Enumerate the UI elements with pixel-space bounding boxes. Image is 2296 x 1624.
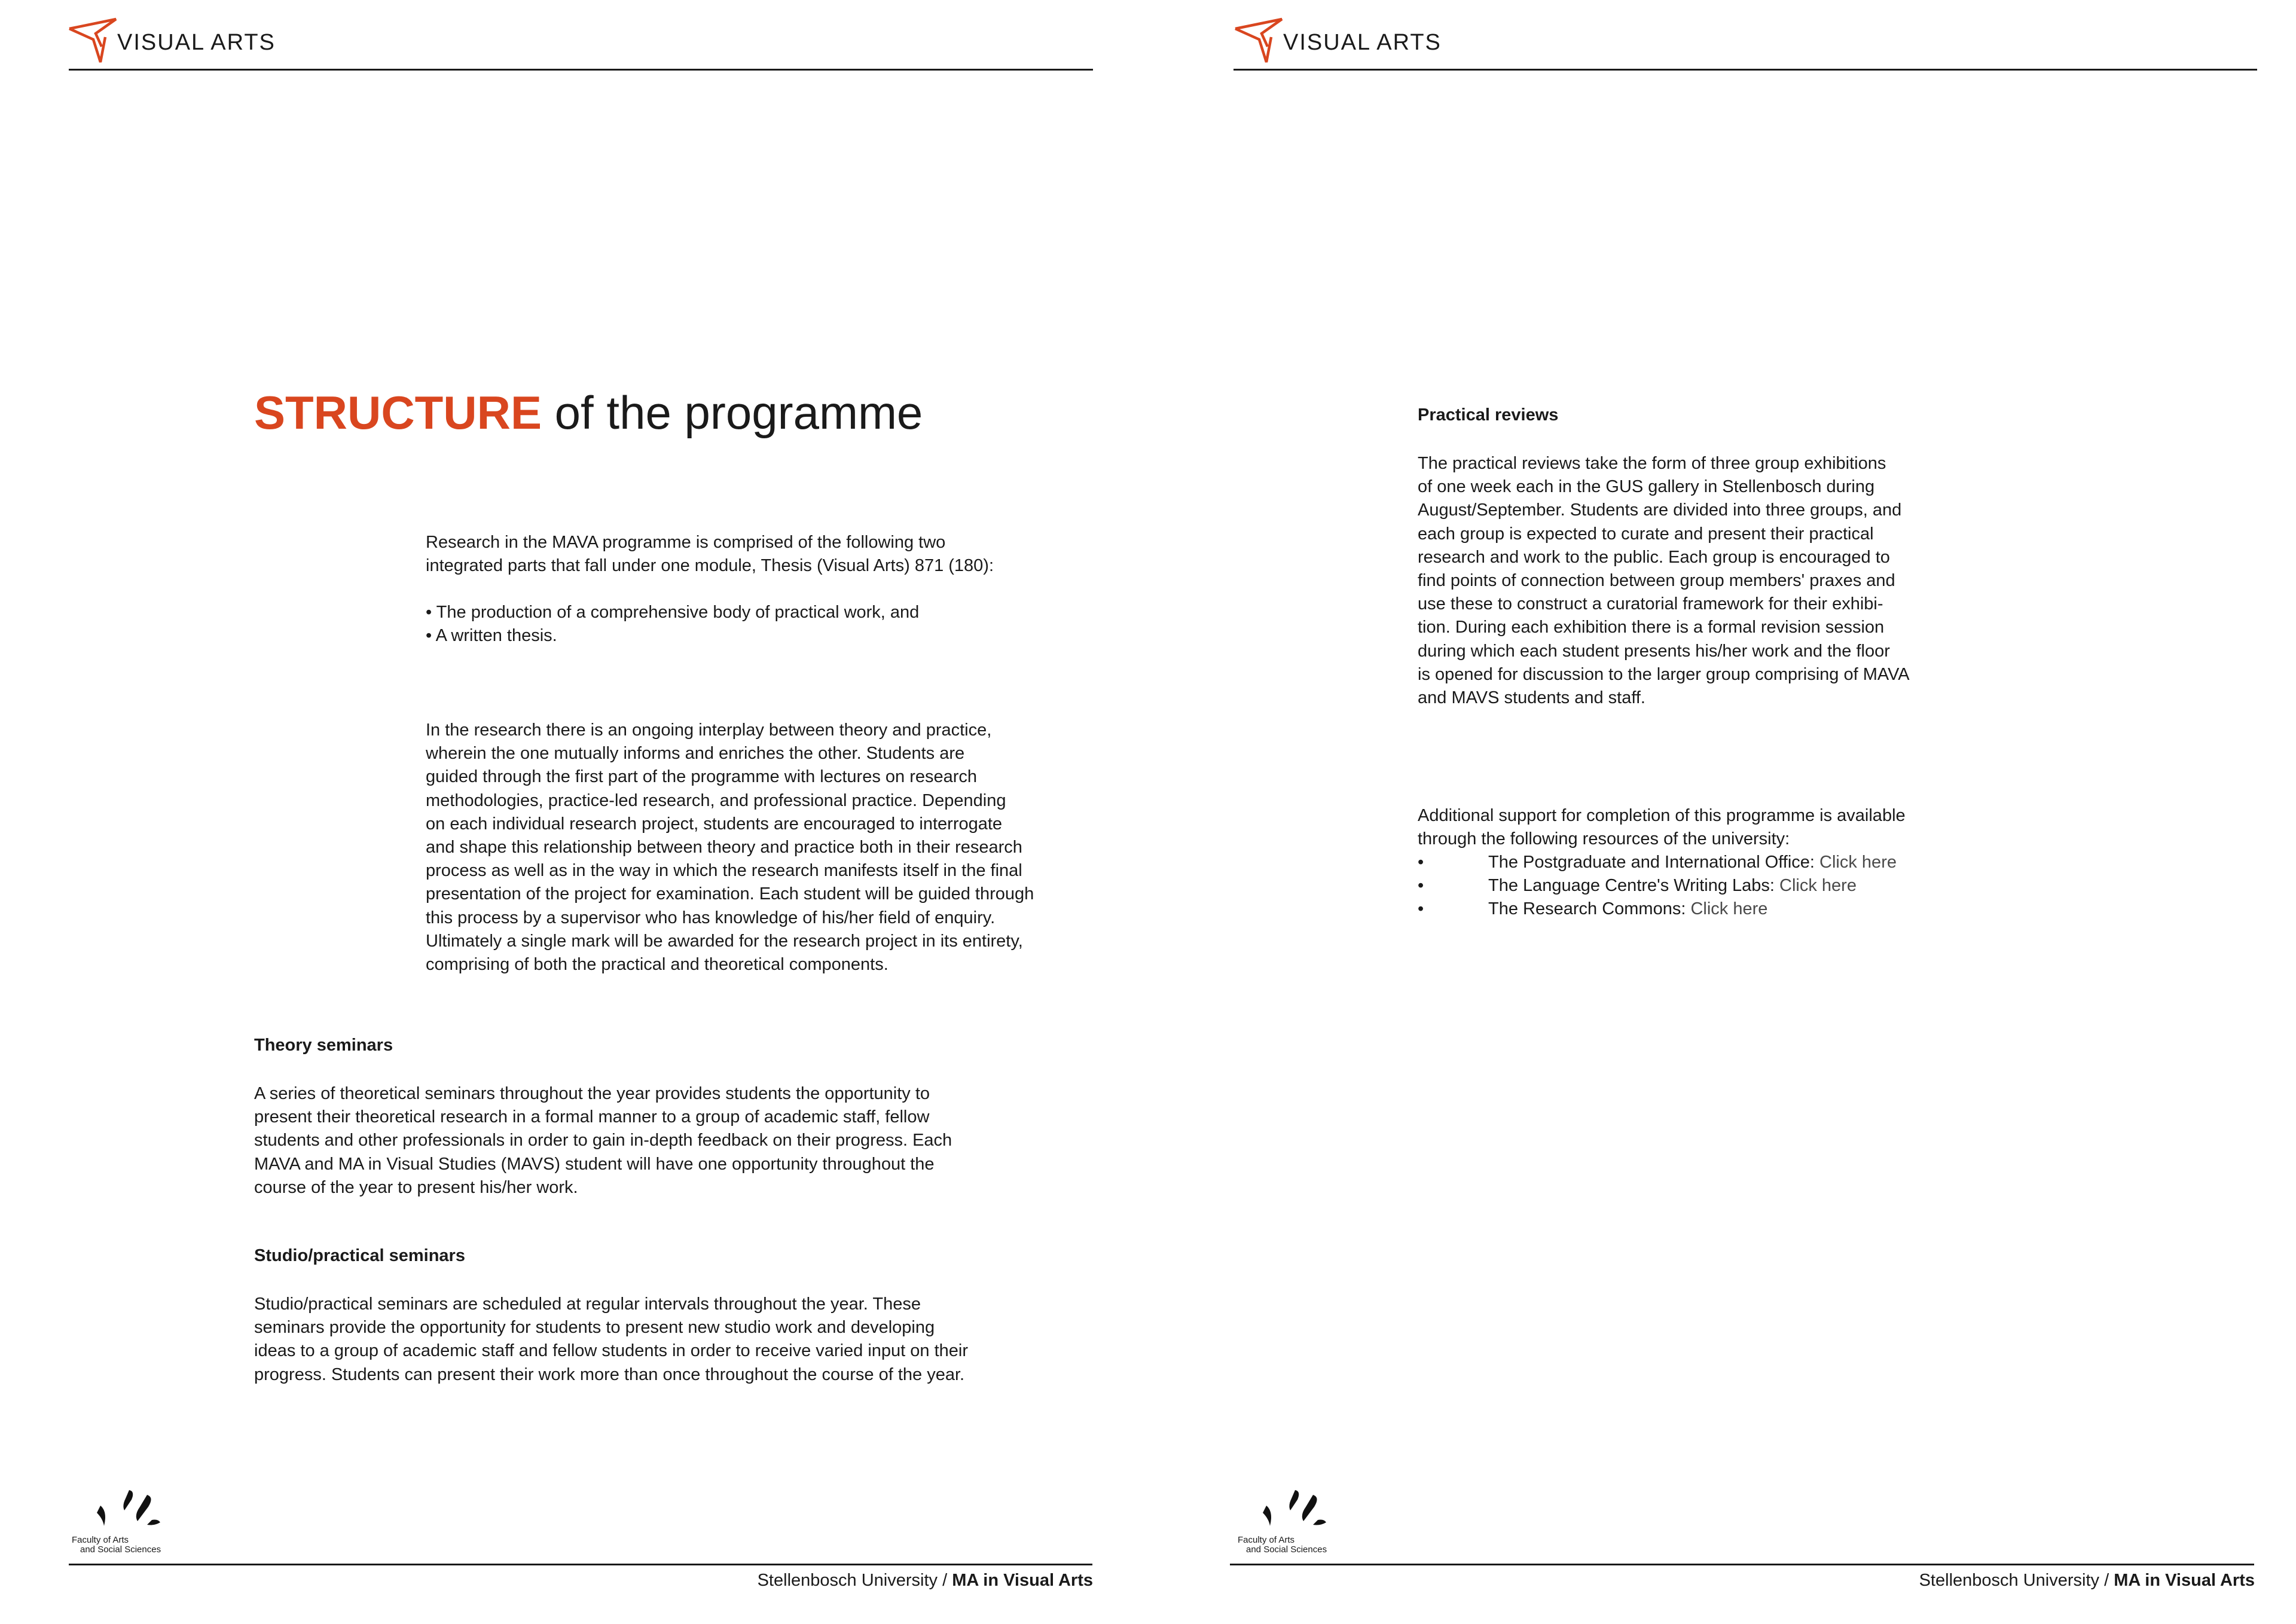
right-page bbox=[1148, 0, 2296, 1624]
practical-reviews-text: The practical reviews take the form of three group exhibitions of one week each in the GUS gallery in Stellenbosch during August/September. Students are divided into three groups, and each group is expected to curate and present their practical research and work to the public. Each group is encouraged to find points of connection between group members' praxes and use these to construct a curatorial framework for their exhibi- tion. During each exhibition there is a formal revision session during which each student presents his/her work and the floor is opened for discussion to the larger group comprising of MAVA and MAVS students and staff. bbox=[1418, 454, 1910, 708]
resource-item-research-commons bbox=[1418, 898, 1897, 921]
footer-text bbox=[1919, 1571, 2255, 1591]
components-list bbox=[426, 601, 919, 648]
visual-arts-logo-icon bbox=[1233, 16, 1287, 65]
interplay-paragraph: In the research there is an ongoing interplay between theory and practice, wherein the one mutually informs and enriches the other. Students are guided through the first part of the programme with lectures on research methodologies, practice-led research, and professional practice. Depending on each individual research project, students are encouraged to interrogate and shape this relationship between theory and practice both in their research process as well as in the way in which the research manifests itself in the final presentation of the project for examination. Each student will be guided through this process by a supervisor who has knowledge of his/her field of enquiry. Ultimately a single mark will be awarded for the research project in its entirety, comprising of both the practical and theoretical components. bbox=[426, 721, 1034, 975]
list-item: • A written thesis. bbox=[426, 626, 557, 646]
faculty-name-line2: and Social Sciences bbox=[80, 1544, 161, 1555]
footer-program: MA in Visual Arts bbox=[952, 1571, 1093, 1590]
theory-seminars-text: A series of theoretical seminars throughout the year provides students the opportunity to present their theoretical research in a formal manner to a group of academic staff, fellow students and other professionals in order to gain in-depth feedback on their progress. Each MAVA and MA in Visual Studies (MAVS) student will have one opportunity throughout the course of the year to present his/her work. bbox=[254, 1084, 952, 1197]
studio-seminars-heading: Studio/practical seminars bbox=[254, 1246, 465, 1265]
header-title: VISUAL ARTS bbox=[1283, 30, 1442, 55]
bullet-icon: • bbox=[1418, 876, 1424, 896]
footer-rule bbox=[1230, 1564, 2254, 1565]
page-title bbox=[254, 386, 923, 440]
bullet-icon: • bbox=[1418, 853, 1424, 872]
theory-seminars-heading: Theory seminars bbox=[254, 1036, 393, 1055]
title-accent: STRUCTURE bbox=[254, 386, 542, 439]
list-item: • The production of a comprehensive body of practical work, and bbox=[426, 603, 920, 622]
research-commons-link[interactable]: Click here bbox=[1686, 899, 1768, 919]
footer-text bbox=[758, 1571, 1093, 1591]
studio-seminars-text: Studio/practical seminars are scheduled at regular intervals throughout the year. These seminars provide the opportunity for students to present new studio work and developing ideas to a group of academic staff and fellow students in order to receive varied input on their progress. Students can present their work more than once throughout the course of the year. bbox=[254, 1295, 968, 1384]
intro-paragraph: Research in the MAVA programme is comprised of the following two integrated parts that fall under one module, Thesis (Visual Arts) 871 (180): bbox=[426, 533, 994, 576]
resource-item-postgraduate-office bbox=[1418, 851, 1897, 874]
footer-university: Stellenbosch University / bbox=[1919, 1571, 2114, 1590]
faculty-name-line1: Faculty of Arts bbox=[72, 1535, 129, 1545]
title-rest: of the programme bbox=[542, 386, 923, 439]
header-title: VISUAL ARTS bbox=[117, 30, 276, 55]
header-rule bbox=[69, 69, 1093, 71]
footer-rule bbox=[69, 1564, 1092, 1565]
faculty-name-line2: and Social Sciences bbox=[1246, 1544, 1327, 1555]
support-paragraph: Additional support for completion of this programme is available through the following resources of the university: bbox=[1418, 806, 1906, 849]
postgraduate-office-link[interactable]: Click here bbox=[1819, 853, 1897, 872]
practical-reviews-heading: Practical reviews bbox=[1418, 405, 1559, 425]
visual-arts-logo-icon bbox=[67, 16, 121, 65]
header-rule bbox=[1234, 69, 2257, 71]
footer-program: MA in Visual Arts bbox=[2114, 1571, 2255, 1590]
bullet-icon: • bbox=[1418, 899, 1424, 919]
resources-list bbox=[1418, 851, 1897, 921]
resource-label: The Language Centre's Writing Labs: bbox=[1488, 876, 1780, 896]
resource-item-writing-labs bbox=[1418, 874, 1897, 898]
resource-label: The Research Commons: bbox=[1488, 899, 1686, 919]
faculty-name-line1: Faculty of Arts bbox=[1238, 1535, 1295, 1545]
writing-labs-link[interactable]: Click here bbox=[1779, 876, 1857, 896]
footer-university: Stellenbosch University / bbox=[757, 1571, 952, 1590]
resource-label: The Postgraduate and International Office: bbox=[1488, 853, 1820, 872]
